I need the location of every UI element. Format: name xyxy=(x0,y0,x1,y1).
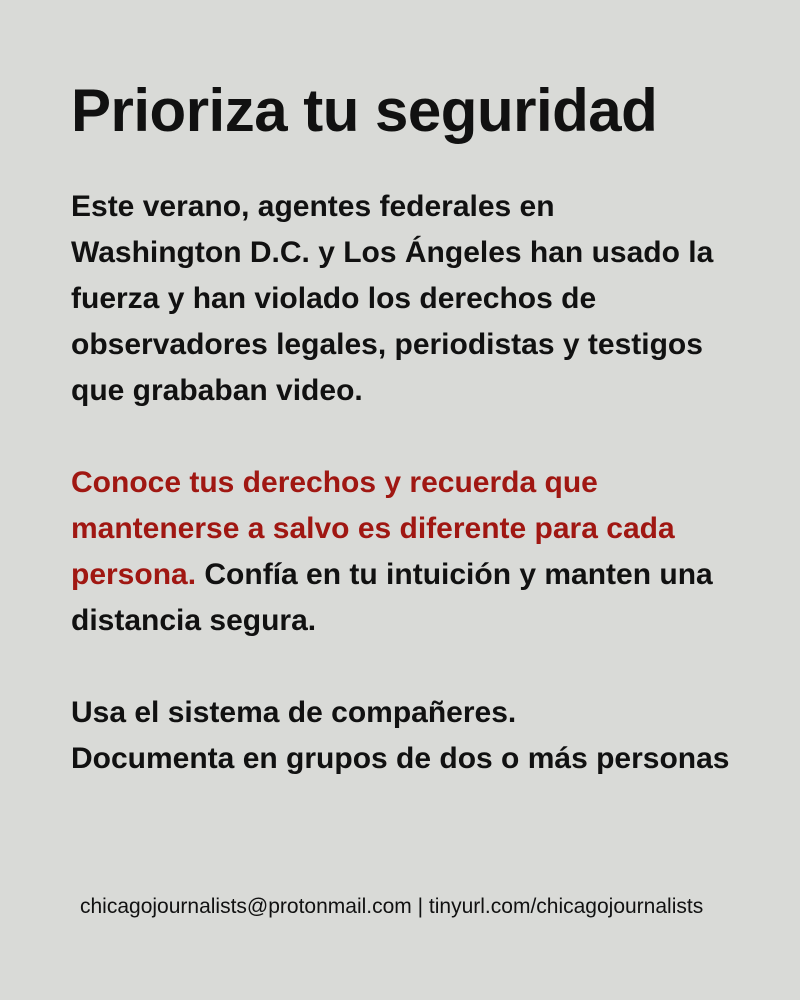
rights-highlight-text: Conoce tus derechos y recuerda que mantenerse a salvo es diferente para cada persona. xyxy=(71,466,675,591)
safety-message xyxy=(71,184,731,782)
contact-footer: chicagojournalists@protonmail.com | tinyurl.com/chicagojournalists xyxy=(80,895,704,918)
buddy-system-paragraph xyxy=(71,690,731,782)
context-paragraph: Este verano, agentes federales en Washington D.C. y Los Ángeles han usado la fuerza y han violado los derechos de observadores legales, periodistas y testigos que grababan video. xyxy=(71,190,714,407)
buddy-system-line: Usa el sistema de compañeres. xyxy=(71,696,517,729)
rights-follow-up-text: Confía en tu intuición y manten una distancia segura. xyxy=(71,558,713,637)
rights-paragraph xyxy=(71,460,731,644)
group-documentation-line: Documenta en grupos de dos o más personas xyxy=(71,742,730,775)
page-title: Prioriza tu seguridad xyxy=(71,77,658,144)
